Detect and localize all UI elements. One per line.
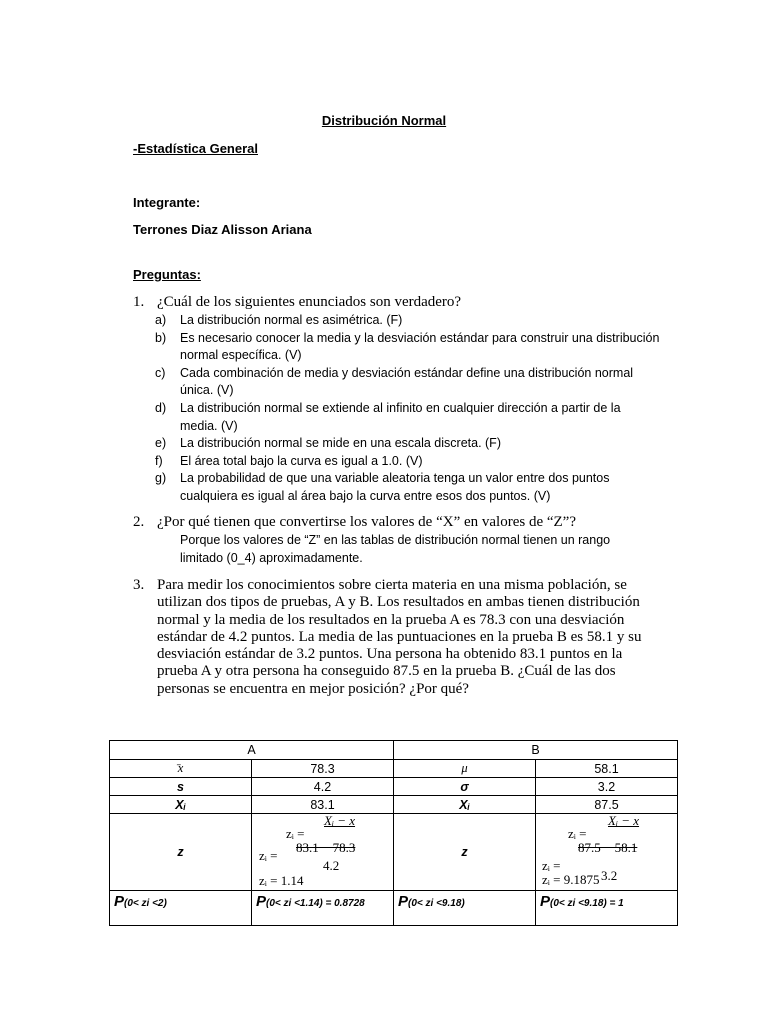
- p-symbol: P: [256, 893, 267, 910]
- row-label: Xᵢ: [394, 796, 536, 814]
- option-letter: d): [155, 400, 167, 415]
- p-symbol: P: [540, 893, 551, 910]
- z-formula-a: [252, 814, 394, 891]
- option-text: Es necesario conocer la media y la desviación estándar para construir una distribución normal específica. (V): [180, 330, 660, 363]
- option-item: [155, 470, 660, 505]
- probability-label-a: [110, 891, 252, 926]
- course-name: -Estadística General: [133, 141, 258, 156]
- option-letter: e): [155, 436, 167, 451]
- z-formula-box: [536, 814, 677, 890]
- table-row: [110, 760, 678, 778]
- probability-label-b: [394, 891, 536, 926]
- p-symbol: P: [398, 893, 409, 910]
- option-text: El área total bajo la curva es igual a 1.0. (V): [180, 453, 423, 468]
- row-label: s: [110, 778, 252, 796]
- row-label: Xᵢ: [110, 796, 252, 814]
- z-denominator: 4.2: [323, 858, 340, 873]
- option-text: La distribución normal se extiende al infinito en cualquier dirección a partir de la media. (V): [180, 400, 621, 433]
- z-numerator-values: 83.1 − 78.3: [296, 840, 356, 855]
- z-lhs: zᵢ =: [542, 858, 561, 873]
- comparison-table: [109, 740, 678, 926]
- row-value: 3.2: [536, 778, 678, 796]
- row-label: μ: [394, 760, 536, 778]
- p-symbol: P: [114, 893, 125, 910]
- p-result: (0< zi <1.14) = 0.8728: [266, 898, 365, 909]
- question-number: 2.: [133, 514, 145, 530]
- option-text: Cada combinación de media y desviación estándar define una distribución normal única. (V): [180, 365, 634, 398]
- option-item: [155, 312, 660, 330]
- row-label: σ: [394, 778, 536, 796]
- z-lhs: zᵢ =: [568, 826, 587, 841]
- z-formula-box: [252, 814, 393, 890]
- row-value: 83.1: [252, 796, 394, 814]
- z-numerator-symbolic: Xᵢ − x: [608, 813, 640, 828]
- row-value: 78.3: [252, 760, 394, 778]
- option-text: La distribución normal es asimétrica. (F): [180, 313, 403, 327]
- z-label: z: [110, 814, 252, 891]
- row-value: 4.2: [252, 778, 394, 796]
- members-label: Integrante:: [133, 195, 201, 210]
- probability-value-b: [536, 891, 678, 926]
- option-letter: a): [155, 313, 167, 327]
- z-lhs: zᵢ =: [259, 848, 278, 863]
- z-formula-b: [536, 814, 678, 891]
- option-item: [155, 453, 660, 471]
- option-item: [155, 400, 660, 435]
- option-letter: f): [155, 453, 163, 468]
- question-2: [133, 514, 576, 531]
- column-header-a: A: [110, 741, 394, 760]
- z-score-row: [110, 814, 678, 891]
- table-row: [110, 778, 678, 796]
- probability-value-a: [252, 891, 394, 926]
- p-range: (0< zi <9.18): [408, 898, 465, 909]
- member-name: Terrones Diaz Alisson Ariana: [133, 222, 312, 237]
- z-result: zᵢ = 9.1875: [542, 872, 600, 887]
- z-lhs: zᵢ =: [286, 826, 305, 841]
- row-label: ̄x: [110, 760, 252, 778]
- question-number: 1.: [133, 294, 145, 310]
- table-header-row: [110, 741, 678, 760]
- table-row: [110, 796, 678, 814]
- column-header-b: B: [394, 741, 678, 760]
- option-item: [155, 365, 660, 400]
- z-result: zᵢ = 1.14: [259, 873, 304, 888]
- option-letter: b): [155, 330, 167, 345]
- question-number: 3.: [133, 577, 145, 593]
- question-text: Para medir los conocimientos sobre cierta materia en una misma población, se utilizan dos tipos de pruebas, A y B. Los resultados en ambas tienen distribución normal y la media de los resultados en la prueba A es 78.3 con una desviación estándar de 4.2 puntos. La media de las puntuaciones en la prueba B es 58.1 y su desviación estándar de 3.2 puntos. Una persona ha obtenido 83.1 puntos en la prueba A y otra persona ha conseguido 87.5 en la prueba B. ¿Cuál de las dos personas se encuentra en mejor posición? ¿Por qué?: [157, 577, 642, 697]
- option-item: [155, 330, 660, 365]
- option-item: [155, 435, 660, 453]
- z-numerator-symbolic: Xᵢ − x: [324, 813, 356, 828]
- question-1: [133, 294, 461, 311]
- z-numerator-values: 87.5 − 58.1: [578, 840, 638, 855]
- p-range: (0< zi <2): [124, 898, 167, 909]
- row-value: 87.5: [536, 796, 678, 814]
- document-title: Distribución Normal: [321, 113, 447, 128]
- questions-label: Preguntas:: [133, 267, 201, 282]
- option-letter: g): [155, 471, 167, 486]
- option-text: La probabilidad de que una variable aleatoria tenga un valor entre dos puntos cualquiera es igual al área bajo la curva entre esos dos puntos. (V): [180, 471, 610, 503]
- row-value: 58.1: [536, 760, 678, 778]
- question-2-answer: Porque los valores de “Z” en las tablas de distribución normal tienen un rango limitado (0_4) aproximadamente.: [180, 533, 611, 565]
- question-1-options: [155, 312, 660, 506]
- question-text: ¿Por qué tienen que convertirse los valores de “X” en valores de “Z”?: [157, 514, 576, 530]
- probability-row: [110, 891, 678, 926]
- z-label: z: [394, 814, 536, 891]
- option-letter: c): [155, 365, 166, 380]
- question-text: ¿Cuál de los siguientes enunciados son verdadero?: [157, 294, 462, 310]
- p-result: (0< zi <9.18) = 1: [550, 898, 624, 909]
- option-text: La distribución normal se mide en una escala discreta. (F): [180, 436, 501, 451]
- z-denominator: 3.2: [601, 868, 618, 883]
